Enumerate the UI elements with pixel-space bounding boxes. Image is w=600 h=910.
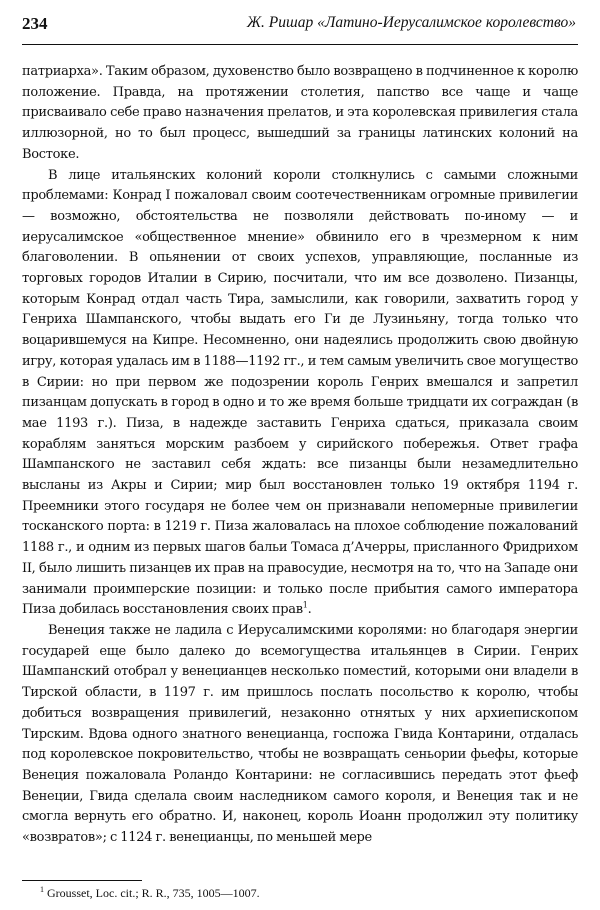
- paragraph-3: Венеция также не ладила с Иерусалимскими королями: но благодаря энергии государей еще было далеко до всемогущества итальянцев в Сирии. Генрих Шампанский отобрал у венецианцев несколько поместий, которыми они владели в Тирской области, в 1197 г. им пришлось послать посольство к королю, чтобы добиться возвращения привилегий, незаконно отнятых у них архиепископом Тирским. Вдова одного знатного венецианца, госпожа Гвида Контарини, отдалась под королевское покровительство, чтобы не возвращать сеньории фьефы, которые Венеция пожаловала Роландо Контарини: не согласившись передать этот фьеф Венеции, Гвида сделала своим наследником самого короля, и Венеция так и не смогла вернуть его обратно. И, наконец, король Иоанн продолжил эту политику «возвратов»; с 1124 г. венецианцы, по меньшей мере: [22, 622, 578, 846]
- header-divider: [22, 44, 578, 45]
- body-text: [22, 62, 578, 849]
- footnote-text: Grousset, Loc. cit.; R. R., 735, 1005—1007.: [47, 886, 260, 900]
- page-number: 234: [22, 14, 48, 33]
- footnote-number: 1: [40, 885, 44, 894]
- paragraph-2-end: .: [307, 602, 312, 618]
- footnote-divider: [22, 880, 142, 881]
- footnote-reference: 1: [302, 600, 308, 610]
- footnote: [40, 886, 260, 901]
- running-head: Ж. Ришар «Латино-Иерусалимское королевство»: [246, 14, 576, 31]
- paragraph-2-text: В лице итальянских колоний короли столкнулись с самыми сложными проблемами: Конрад I пожаловал своим соотечественникам огромные привилегии — возможно, обстоятельства не позволяли действовать по-иному — и иерусалимское «общественное мнение» обвинило его в чрезмерном к ним благоволении. В опьянении от своих успехов, управляющие, посланные из торговых городов Италии в Сирию, посчитали, что им все дозволено. Пизанцы, которым Конрад отдал часть Тира, замыслили, как говорили, захватить город у Генриха Шампанского, чтобы выдать его Ги де Лузиньяну, тогда только что воцарившемуся на Кипре. Несомненно, они надеялись продолжить свою двойную игру, которая удалась им в 1188—1192 гг., и тем самым увеличить свое могущество в Сирии: но при первом же подозрении король Генрих вмешался и запретил пизанцам допускать в город в одно и то же время больше тридцати их сограждан (в мае 1193 г.). Пиза, в надежде заставить Генриха сдаться, приказала своим кораблям заняться морским разбоем у сирийского побережья. Ответ графа Шампанского не заставил себя ждать: все пизанцы были незамедлительно высланы из Акры и Сирии; мир был восстановлен только 19 октября 1194 г. Преемники этого государя не более чем он признавали непомерные привилегии тосканского порта: в 1219 г. Пиза жаловалась на плохое соблюдение пожалований 1188 г., и одним из первых шагов бальи Томаса д’Ачерры, присланного Фридрихом II, было лишить пизанцев их прав на правосудие, несмотря на то, что на Западе они занимали проимперские позиции: и только после прибытия самого императора Пиза добилась восстановления своих прав: [22, 167, 578, 618]
- paragraph-2: [22, 166, 578, 621]
- page-header: [22, 14, 578, 38]
- paragraph-1: патриарха». Таким образом, духовенство было возвращено в подчиненное к королю положение. Правда, на протяжении столетия, папство все чаще и чаще присваивало себе право назначения прелатов, и эта королевская привилегия стала иллюзорной, но то был процесс, вышедший за границы латинских колоний на Востоке.: [22, 64, 578, 162]
